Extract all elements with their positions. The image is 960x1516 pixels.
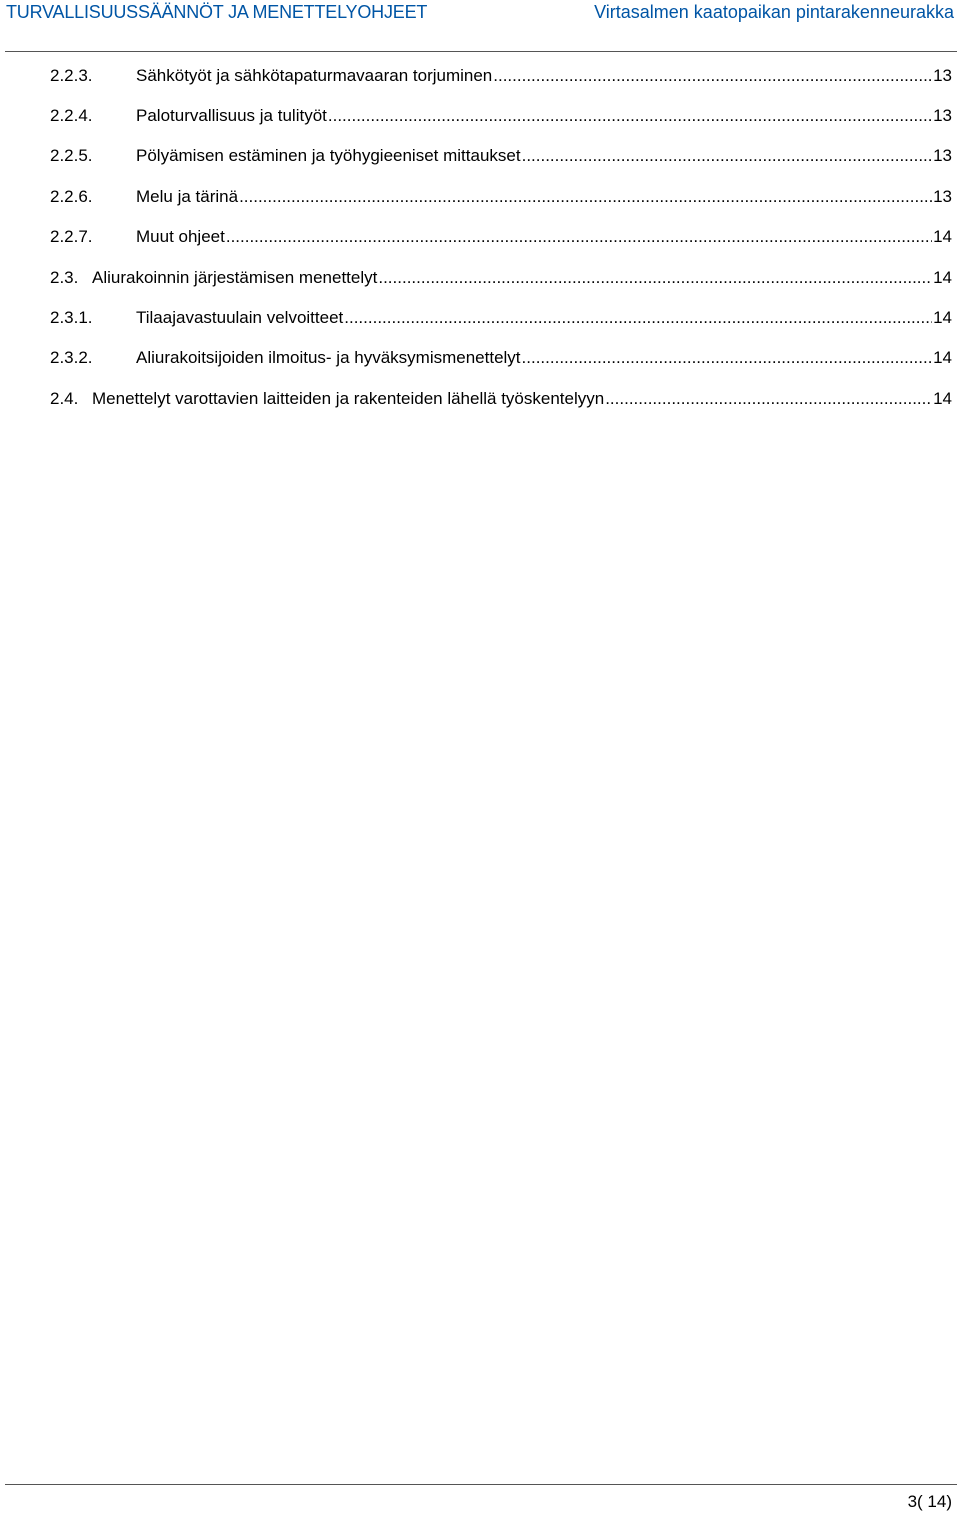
toc-entry-title: Menettelyt varottavien laitteiden ja rakenteiden lähellä työskentelyyn xyxy=(92,389,605,408)
toc-entry[interactable] xyxy=(50,146,952,178)
toc-entry[interactable] xyxy=(50,106,952,138)
toc-entry-page: 13 xyxy=(933,187,952,206)
document-title: TURVALLISUUSSÄÄNNÖT JA MENETTELYOHJEET xyxy=(6,2,428,22)
toc-entry-title: Tilaajavastuulain velvoitteet xyxy=(136,308,344,327)
toc-leader-dots xyxy=(522,146,932,166)
page-number: 3( 14) xyxy=(907,1492,952,1511)
toc-entry-title: Sähkötyöt ja sähkötapaturmavaaran torjuminen xyxy=(136,66,493,85)
toc-entry-number: 2.3.2. xyxy=(50,348,93,367)
toc-entry-title: Paloturvallisuus ja tulityöt xyxy=(136,106,327,125)
toc-leader-dots xyxy=(605,389,932,409)
toc-entry-page: 14 xyxy=(933,227,952,246)
toc-entry[interactable] xyxy=(50,66,952,98)
toc-entry-title: Pölyämisen estäminen ja työhygieeniset mittaukset xyxy=(136,146,521,165)
toc-entry-number: 2.2.5. xyxy=(50,146,93,165)
footer-divider xyxy=(5,1484,957,1485)
header-divider xyxy=(5,51,957,52)
toc-entry-title: Melu ja tärinä xyxy=(136,187,239,206)
toc-entry-page: 14 xyxy=(933,308,952,327)
toc-leader-dots xyxy=(344,308,932,328)
toc-leader-dots xyxy=(522,348,933,368)
toc-entry-number: 2.2.6. xyxy=(50,187,93,206)
toc-entry-number: 2.2.4. xyxy=(50,106,93,125)
toc-entry[interactable] xyxy=(50,389,952,421)
toc-entry-number: 2.3.1. xyxy=(50,308,93,327)
toc-entry-number: 2.3. xyxy=(50,268,79,287)
toc-entry-number: 2.4. xyxy=(50,389,79,408)
toc-entry[interactable] xyxy=(50,268,952,300)
toc-leader-dots xyxy=(226,227,932,247)
toc-leader-dots xyxy=(493,66,932,86)
toc-entry-title: Aliurakoitsijoiden ilmoitus- ja hyväksymismenettelyt xyxy=(136,348,521,367)
project-title: Virtasalmen kaatopaikan pintarakenneurakka xyxy=(594,2,954,22)
toc-entry-page: 13 xyxy=(933,106,952,125)
toc-entry-page: 14 xyxy=(933,348,952,367)
toc-entry[interactable] xyxy=(50,308,952,340)
toc-entry-page: 14 xyxy=(933,389,952,408)
toc-entry-page: 14 xyxy=(933,268,952,287)
toc-entry-page: 13 xyxy=(933,146,952,165)
page-header xyxy=(0,0,960,54)
toc-leader-dots xyxy=(239,187,932,207)
toc-entry-title: Muut ohjeet xyxy=(136,227,225,246)
toc-entry-title: Aliurakoinnin järjestämisen menettelyt xyxy=(92,268,378,287)
toc-entry-number: 2.2.3. xyxy=(50,66,93,85)
toc-entry[interactable] xyxy=(50,227,952,259)
toc-entry-number: 2.2.7. xyxy=(50,227,93,246)
toc-entry-page: 13 xyxy=(933,66,952,85)
toc-leader-dots xyxy=(328,106,932,126)
toc-entry[interactable] xyxy=(50,348,952,380)
toc-leader-dots xyxy=(378,268,932,288)
toc-entry[interactable] xyxy=(50,187,952,219)
